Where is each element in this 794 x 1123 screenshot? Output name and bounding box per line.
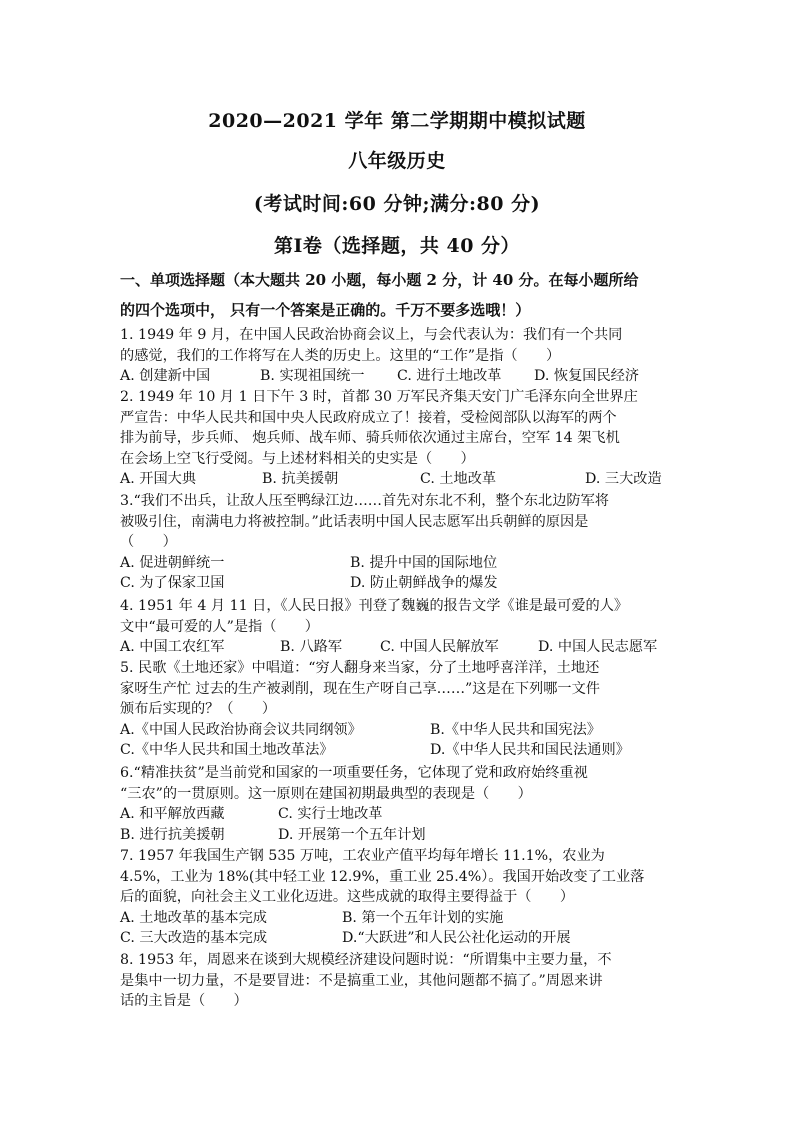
option-b[interactable]: B. 抗美援朝 [262,471,339,488]
option-b[interactable]: B. 实现祖国统一 [260,368,365,385]
option-c[interactable]: C. 三大改造的基本完成 [120,930,268,947]
option-b[interactable]: B. 八路军 [280,639,343,656]
exam-info: (考试时间:60 分钟;满分:80 分) [253,193,541,215]
question-text: （ ） [120,534,177,551]
section-line: 一、单项选择题（本大题共 20 小题，每小题 2 分，计 40 分。在每小题所给 [120,271,639,289]
option-a[interactable]: A. 开国大典 [120,471,197,488]
question-text: 4.5%，工业为 18%(其中轻工业 12.9%，重工业 25.4%）。我国开始改变了工业落 [120,868,645,885]
option-b[interactable]: B. 第一个五年计划的实施 [342,909,504,926]
question-text: 的感觉，我们的工作将写在人类的历史上。这里的“工作”是指（ ） [120,347,561,364]
question-6 [120,763,680,845]
options-row [120,366,680,387]
option-a[interactable]: A. 促进朝鲜统一 [120,554,225,571]
options-row [120,804,680,825]
question-text: 5. 民歌《土地还家》中唱道：“穷人翻身来当家，分了土地呼喜洋洋，土地还 [120,660,600,676]
question-text: 是集中一切力量，不是要冒进：不是搞重工业，其他问题都不搞了。”周恩来讲 [120,972,603,989]
option-d[interactable]: D.《中华人民共和国民法通则》 [430,742,630,759]
option-b[interactable]: B.《中华人民共和国宪法》 [430,721,601,738]
exam-subtitle: 八年级历史 [348,150,446,172]
options-row [120,740,680,761]
option-c[interactable]: C.《中华人民共和国土地改革法》 [120,742,334,759]
option-d[interactable]: D. 中国人民志愿军 [538,639,658,656]
option-a[interactable]: A. 土地改革的基本完成 [120,909,267,926]
section-instructions [120,265,680,325]
question-text: 3.“我们不出兵，让敌人压至鸭绿江边……首先对东北不利，整个东北边防军将 [120,493,609,509]
question-text: 6.“精准扶贫”是当前党和国家的一项重要任务，它体现了党和政府始终重视 [120,765,588,781]
question-4 [120,596,680,658]
question-text: “三农”的一贯原则。这一原则在建国初期最典型的表现是（ ） [120,785,532,802]
question-text: 1. 1949 年 9 月，在中国人民政治协商会议上，与会代表认为：我们有一个共同 [120,327,623,343]
question-1 [120,325,680,387]
question-8 [120,950,680,1012]
option-c[interactable]: C. 为了保家卫国 [120,575,225,592]
option-c[interactable]: C. 中国人民解放军 [380,639,499,656]
question-7 [120,846,680,949]
option-d[interactable]: D.“大跃进”和人民公社化运动的开展 [342,930,571,947]
question-text: 后的面貌，向社会主义工业化迈进。这些成就的取得主要得益于（ ） [120,889,575,906]
question-text: 2. 1949 年 10 月 1 日下午 3 时，首都 30 万军民齐集天安门广毛泽东向全世界庄 [120,389,638,405]
question-text: 颁布后实现的？（ ） [120,701,277,718]
question-3 [120,491,680,594]
question-2 [120,387,680,490]
question-text: 家呀生产忙 过去的生产被剥削，现在生产呀自己享……”这是在下列哪一文件 [120,680,600,697]
options-row [120,573,680,594]
options-row [120,825,680,846]
options-row [120,637,680,658]
question-text: 4. 1951 年 4 月 11 日，《人民日报》刊登了魏巍的报告文学《谁是最可爱的人》 [120,598,629,614]
option-a[interactable]: A. 中国工农红军 [120,639,225,656]
option-a[interactable]: A. 和平解放西藏 [120,806,225,823]
question-text: 在会场上空飞行受阅。与上述材料相关的史实是（ ） [120,450,475,467]
part-heading: 第Ⅰ卷（选择题，共 40 分） [273,235,521,257]
question-text: 8. 1953 年，周恩来在谈到大规模经济建设问题时说：“所谓集中主要力量，不 [120,952,612,968]
question-text: 严宣告：中华人民共和国中央人民政府成立了！接着，受检阅部队以海军的两个 [120,409,617,426]
options-row [120,720,680,741]
options-row [120,469,680,490]
option-c[interactable]: C. 进行土地改革 [397,368,502,385]
option-b[interactable]: B. 进行抗美援朝 [120,826,225,843]
question-text: 文中“最可爱的人”是指（ ） [120,618,319,635]
section-line: 的四个选项中， 只有一个答案是正确的。千万不要多选哦！） [120,301,531,319]
option-a[interactable]: A.《中国人民政治协商会议共同纲领》 [120,721,362,738]
option-c[interactable]: C. 实行士地改革 [278,806,383,823]
option-d[interactable]: D. 三大改造 [585,471,662,488]
option-d[interactable]: D. 开展第一个五年计划 [278,826,426,843]
question-text: 排为前导，步兵师、 炮兵师、战车师、骑兵师依次通过主席台，空军 14 架飞机 [120,430,620,447]
question-5 [120,658,680,761]
options-row [120,553,680,574]
option-d[interactable]: D. 防止朝鲜战争的爆发 [350,575,498,592]
option-b[interactable]: B. 提升中国的国际地位 [350,554,498,571]
question-text: 被吸引住，南满电力将被控制。”此话表明中国人民志愿军出兵朝鲜的原因是 [120,513,589,530]
option-d[interactable]: D. 恢复国民经济 [534,368,640,385]
question-text: 话的主旨是（ ） [120,993,248,1010]
option-a[interactable]: A. 创建新中国 [120,368,211,385]
question-text: 7. 1957 年我国生产钢 535 万吨，工农业产值平均每年增长 11.1%，农业为 [120,848,605,864]
exam-title: 2020—2021 学年 第二学期期中模拟试题 [208,110,586,132]
options-row [120,908,680,929]
option-c[interactable]: C. 土地改革 [420,471,497,488]
options-row [120,928,680,949]
